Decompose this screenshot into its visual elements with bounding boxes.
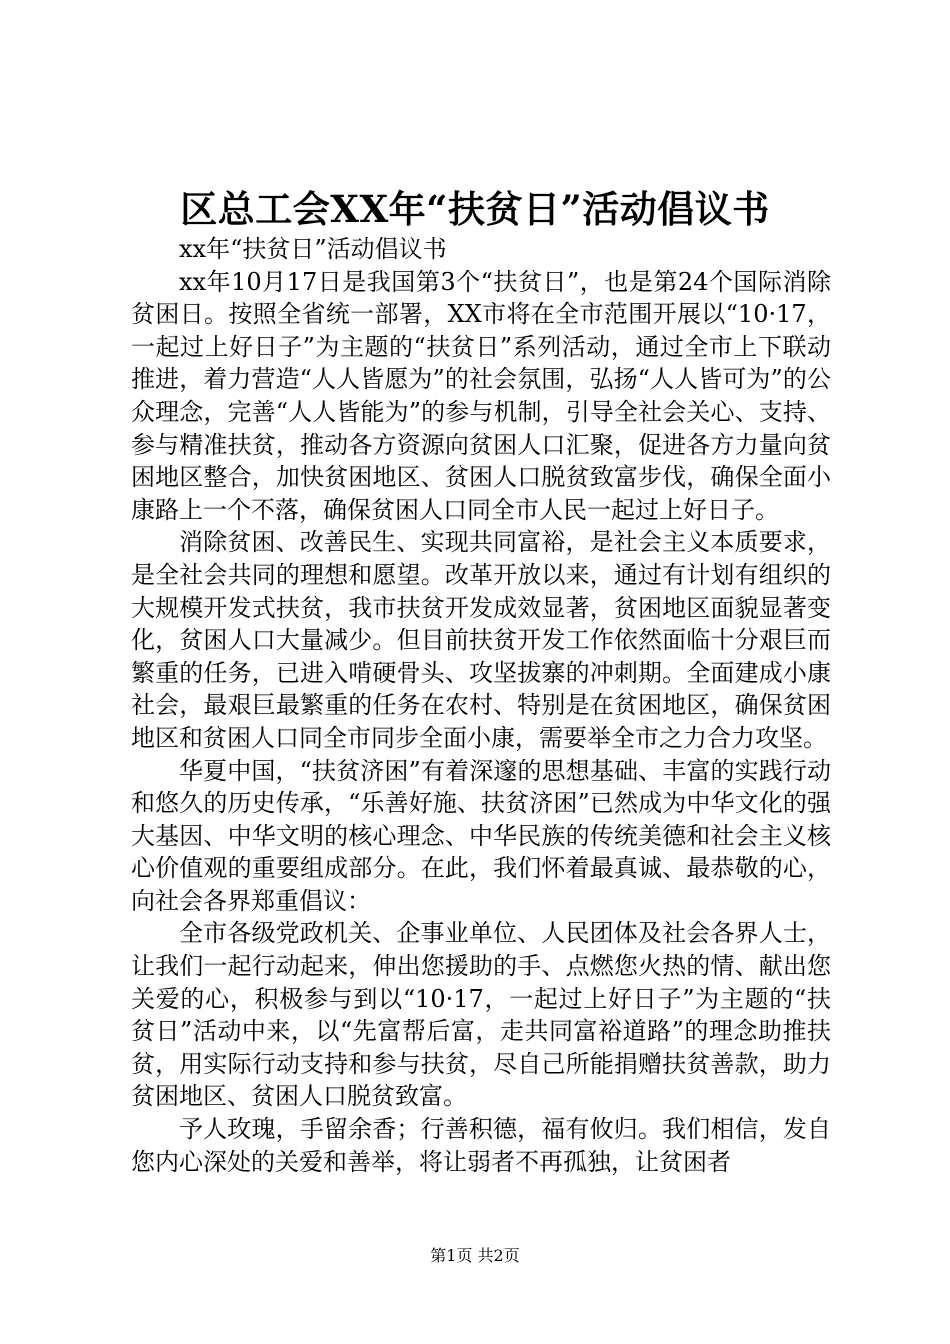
paragraph-tradition: 华夏中国，“扶贫济困”有着深邃的思想基础、丰富的实践行动和悠久的历史传承，“乐善好施、扶贫济困”已然成为中华文化的强大基因、中华文明的核心理念、中华民族的传统美德和社会主义核心价值观的重要组成部分。在此，我们怀着最真诚、最恭敬的心，向社会各界郑重倡议： xyxy=(131,756,831,915)
paragraph-closing: 予人玫瑰，手留余香；行善积德，福有攸归。我们相信，发自您内心深处的关爱和善举，将让弱者不再孤独，让贫困者 xyxy=(131,1115,831,1176)
document-title: 区总工会XX年“扶贫日”活动倡议书 xyxy=(180,187,770,231)
paragraph-appeal: 全市各级党政机关、企事业单位、人民团体及社会各界人士，让我们一起行动起来，伸出您援助的手、点燃您火热的情、献出您关爱的心，积极参与到以“10·17，一起过上好日子”为主题的“扶贫日”活动中来，以“先富帮后富，走共同富裕道路”的理念助推扶贫，用实际行动支持和参与扶贫，尽自己所能捐赠扶贫善款，助力贫困地区、贫困人口脱贫致富。 xyxy=(131,919,831,1111)
page-number-footer: 第1页 共2页 xyxy=(430,1246,520,1265)
document-body xyxy=(131,233,831,1178)
paragraph-intro: xx年10月17日是我国第3个“扶贫日”，也是第24个国际消除贫困日。按照全省统一部署，XX市将在全市范围开展以“10·17，一起过上好日子”为主题的“扶贫日”系列活动，通过全市上下联动推进，着力营造“人人皆愿为”的社会氛围，弘扬“人人皆可为”的公众理念，完善“人人皆能为”的参与机制，引导全社会关心、支持、参与精准扶贫，推动各方资源向贫困人口汇聚，促进各方力量向贫困地区整合，加快贫困地区、贫困人口脱贫致富步伐，确保全面小康路上一个不落，确保贫困人口同全市人民一起过上好日子。 xyxy=(131,267,831,524)
paragraph-subtitle: xx年“扶贫日”活动倡议书 xyxy=(179,235,447,263)
paragraph-background: 消除贫困、改善民生、实现共同富裕，是社会主义本质要求，是全社会共同的理想和愿望。改革开放以来，通过有计划有组织的大规模开发式扶贫，我市扶贫开发成效显著，贫困地区面貌显著变化，贫困人口大量减少。但目前扶贫开发工作依然面临十分艰巨而繁重的任务，已进入啃硬骨头、攻坚拔寨的冲刺期。全面建成小康社会，最艰巨最繁重的任务在农村、特别是在贫困地区，确保贫困地区和贫困人口同全市同步全面小康，需要举全市之力合力攻坚。 xyxy=(131,528,831,752)
